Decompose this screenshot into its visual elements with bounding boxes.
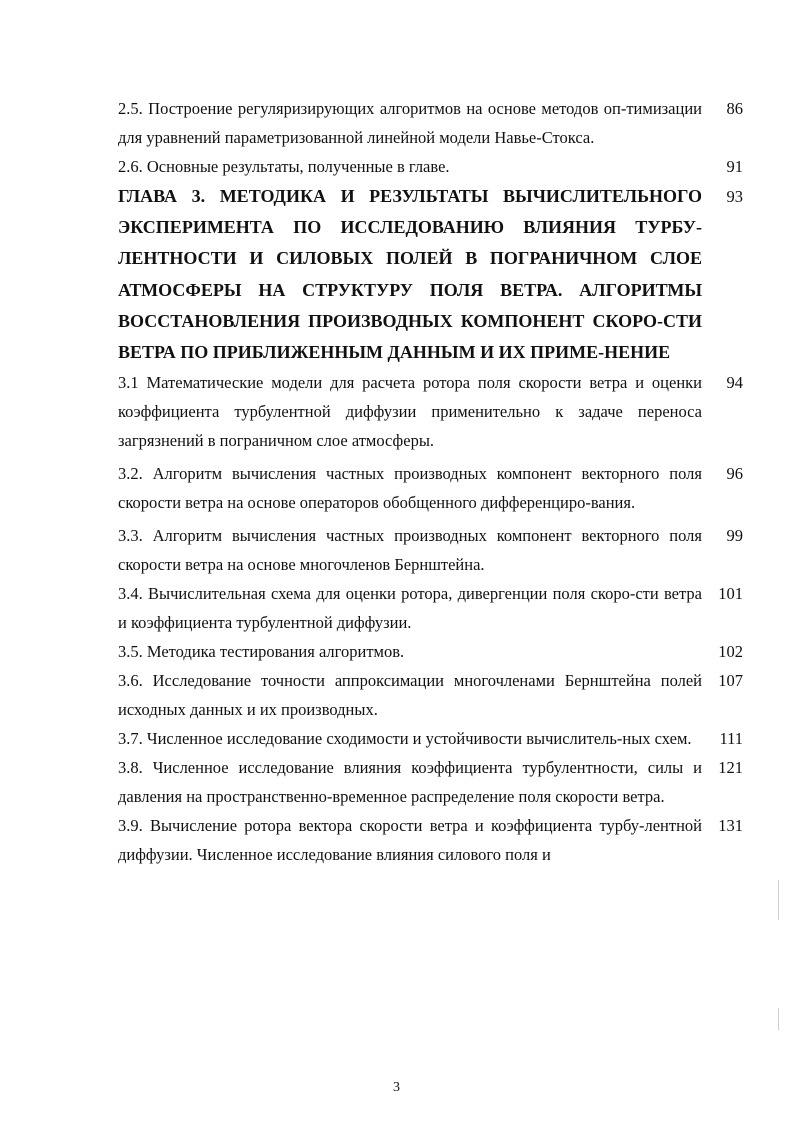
toc-entry-page: 94: [726, 373, 743, 393]
toc-entry-page: 96: [726, 464, 743, 484]
toc-entry-page: 111: [719, 729, 743, 749]
toc-entry-title: 3.1 Математические модели для расчета ротора поля скорости ветра и оценки коэффициента турбулентной диффузии применительно к задаче переноса загрязнений в пограничном слое атмосферы.: [118, 373, 702, 451]
toc-entry-2-6: [118, 152, 743, 181]
toc-entry-3-7: [118, 724, 743, 753]
scan-artifact: [778, 1008, 779, 1030]
toc-entry-title: 3.7. Численное исследование сходимости и устойчивости вычислитель-ных схем.: [118, 729, 692, 749]
toc-entry-page: 99: [726, 526, 743, 546]
toc-entry-page: 86: [726, 99, 743, 118]
toc-entry-title: 3.6. Исследование точности аппроксимации многочленами Бернштейна полей исходных данных и их производных.: [118, 671, 702, 720]
toc-entry-title: 3.9. Вычисление ротора вектора скорости ветра и коэффициента турбу-лентной диффузии. Численное исследование влияния силового поля и: [118, 816, 702, 865]
scan-artifact: [778, 880, 779, 920]
toc-entry-title: 3.4. Вычислительная схема для оценки ротора, дивергенции поля скоро-сти ветра и коэффициента турбулентной диффузии.: [118, 584, 702, 633]
page-number: 3: [393, 1080, 400, 1095]
toc-entry-3-5: [118, 637, 743, 666]
toc-entry-page: 121: [718, 758, 743, 778]
toc-entry-page: 131: [718, 816, 743, 836]
toc-entry-title: 2.5. Построение регуляризирующих алгоритмов на основе методов оп-тимизации для уравнений параметризованной линейной модели Навье-Стокса.: [118, 99, 702, 147]
toc-entry-page: 91: [726, 157, 743, 176]
toc-entry-3-2: [118, 459, 743, 517]
toc-entry-title: 3.5. Методика тестирования алгоритмов.: [118, 642, 405, 662]
toc-entry-title: 3.3. Алгоритм вычисления частных производных компонент векторного поля скорости ветра на основе многочленов Бернштейна.: [118, 526, 702, 575]
toc-entry-3-6: [118, 666, 743, 724]
toc-entry-2-5: [118, 94, 743, 152]
table-of-contents: [118, 94, 743, 869]
toc-entry-3-9: [118, 811, 743, 869]
toc-entry-3-1: [118, 368, 743, 455]
toc-entry-chapter-3: [118, 181, 743, 368]
toc-chapter-title: ГЛАВА 3. МЕТОДИКА И РЕЗУЛЬТАТЫ ВЫЧИСЛИТЕЛЬНОГО ЭКСПЕРИМЕНТА ПО ИССЛЕДОВАНИЮ ВЛИЯНИЯ ТУРБУ-ЛЕНТНОСТИ И СИЛОВЫХ ПОЛЕЙ В ПОГРАНИЧНОМ СЛОЕ АТМОСФЕРЫ НА СТРУКТУРУ ПОЛЯ ВЕТРА. АЛГОРИТМЫ ВОССТАНОВЛЕНИЯ ПРОИЗВОДНЫХ КОМПОНЕНТ СКОРО-СТИ ВЕТРА ПО ПРИБЛИЖЕННЫМ ДАННЫМ И ИХ ПРИМЕ-НЕНИЕ: [118, 186, 702, 363]
toc-entry-page: 102: [718, 642, 743, 662]
toc-entry-page: 93: [726, 187, 743, 206]
toc-entry-3-3: [118, 521, 743, 579]
toc-entry-page: 107: [718, 671, 743, 691]
toc-entry-3-8: [118, 753, 743, 811]
toc-entry-title: 3.8. Численное исследование влияния коэффициента турбулентности, силы и давления на пространственно-временное распределение поля скорости ветра.: [118, 758, 702, 807]
toc-entry-title: 2.6. Основные результаты, полученные в главе.: [118, 157, 450, 176]
toc-entry-title: 3.2. Алгоритм вычисления частных производных компонент векторного поля скорости ветра на основе операторов обобщенного дифференциро-вания.: [118, 464, 702, 513]
toc-entry-3-4: [118, 579, 743, 637]
toc-entry-page: 101: [718, 584, 743, 604]
